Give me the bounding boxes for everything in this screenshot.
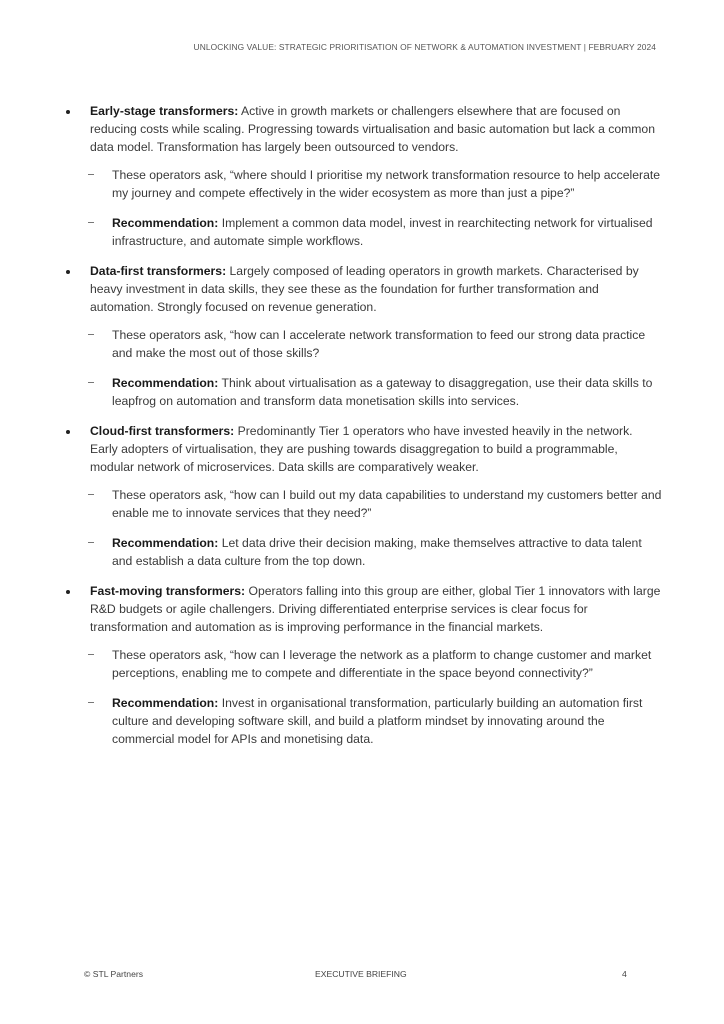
sub-paragraph <box>112 166 662 202</box>
bullet-paragraph <box>90 102 662 156</box>
sub-text: Let data drive their decision making, make themselves attractive to data talent and establish a data culture from the top down. <box>112 536 642 568</box>
sub-paragraph <box>112 646 662 682</box>
bullet-cloud-first <box>62 422 662 570</box>
bullet-dot-icon <box>66 590 70 594</box>
bullet-text: Predominantly Tier 1 operators who have invested heavily in the network. Early adopters of virtualisation, they are pushing towards disaggregation to build a programmable, modular network of microservices. Data skills are comparatively weaker. <box>90 424 633 474</box>
footer-copyright: © STL Partners <box>84 969 144 979</box>
sub-list <box>90 486 662 570</box>
dash-icon <box>88 382 94 383</box>
sub-list <box>90 326 662 410</box>
bullet-paragraph <box>90 422 662 476</box>
sub-paragraph <box>112 374 662 410</box>
sub-lead: Recommendation: <box>112 376 219 390</box>
sub-text: Invest in organisational transformation, particularly building an automation first culture and developing software skill, and build a platform mindset by innovating around the commercial model for APIs and monetising data. <box>112 696 643 746</box>
sub-item-question <box>90 646 662 682</box>
footer-page-number: 4 <box>622 969 627 979</box>
sub-item-recommendation <box>90 374 662 410</box>
bullet-early-stage <box>62 102 662 250</box>
dash-icon <box>88 702 94 703</box>
bullet-paragraph <box>90 582 662 636</box>
bullet-dot-icon <box>66 110 70 114</box>
sub-lead: Recommendation: <box>112 696 219 710</box>
running-header: UNLOCKING VALUE: STRATEGIC PRIORITISATION OF NETWORK & AUTOMATION INVESTMENT | FEBRUARY 2024 <box>193 42 656 52</box>
dash-icon <box>88 542 94 543</box>
bullet-paragraph <box>90 262 662 316</box>
sub-text: These operators ask, “how can I build out my data capabilities to understand my customers better and enable me to innovate services that they need?” <box>112 488 662 520</box>
bullet-lead: Cloud-first transformers: <box>90 424 235 438</box>
sub-item-question <box>90 326 662 362</box>
bullet-text: Operators falling into this group are either, global Tier 1 innovators with large R&D budgets or agile challengers. Driving differentiated enterprise services is clear focus for transformation and automation as is improving performance in the financial markets. <box>90 584 661 634</box>
sub-list <box>90 646 662 748</box>
sub-paragraph <box>112 694 662 748</box>
sub-text: Think about virtualisation as a gateway to disaggregation, use their data skills to leapfrog on automation and transform data monetisation skills into services. <box>112 376 653 408</box>
bullet-fast-moving <box>62 582 662 748</box>
sub-item-question <box>90 166 662 202</box>
dash-icon <box>88 174 94 175</box>
bullet-lead: Data-first transformers: <box>90 264 227 278</box>
sub-item-recommendation <box>90 694 662 748</box>
sub-paragraph <box>112 214 662 250</box>
sub-item-recommendation <box>90 214 662 250</box>
sub-text: These operators ask, “how can I leverage the network as a platform to change customer and market perceptions, enabling me to compete and differentiate in the space beyond connectivity?” <box>112 648 652 680</box>
sub-item-question <box>90 486 662 522</box>
dash-icon <box>88 494 94 495</box>
document-body <box>62 102 662 760</box>
sub-item-recommendation <box>90 534 662 570</box>
sub-list <box>90 166 662 250</box>
sub-text: Implement a common data model, invest in rearchitecting network for virtualised infrastructure, and automate simple workflows. <box>112 216 653 248</box>
dash-icon <box>88 222 94 223</box>
sub-paragraph <box>112 486 662 522</box>
bullet-lead: Fast-moving transformers: <box>90 584 246 598</box>
footer-section-label: EXECUTIVE BRIEFING <box>315 969 407 979</box>
bullet-dot-icon <box>66 430 70 434</box>
bullet-text: Largely composed of leading operators in growth markets. Characterised by heavy investment in data skills, they see these as the foundation for further transformation and automation. Strongly focused on revenue generation. <box>90 264 639 314</box>
bullet-text: Active in growth markets or challengers elsewhere that are focused on reducing costs while scaling. Progressing towards virtualisation and basic automation but lack a common data model. Transformation has largely been outsourced to vendors. <box>90 104 655 154</box>
sub-lead: Recommendation: <box>112 216 219 230</box>
dash-icon <box>88 654 94 655</box>
sub-lead: Recommendation: <box>112 536 219 550</box>
sub-paragraph <box>112 534 662 570</box>
sub-text: These operators ask, “where should I prioritise my network transformation resource to help accelerate my journey and compete effectively in the wider ecosystem as more than just a pipe?” <box>112 168 661 200</box>
sub-text: These operators ask, “how can I accelerate network transformation to feed our strong data practice and make the most out of those skills? <box>112 328 646 360</box>
bullet-data-first <box>62 262 662 410</box>
sub-paragraph <box>112 326 662 362</box>
dash-icon <box>88 334 94 335</box>
bullet-lead: Early-stage transformers: <box>90 104 239 118</box>
bullet-dot-icon <box>66 270 70 274</box>
